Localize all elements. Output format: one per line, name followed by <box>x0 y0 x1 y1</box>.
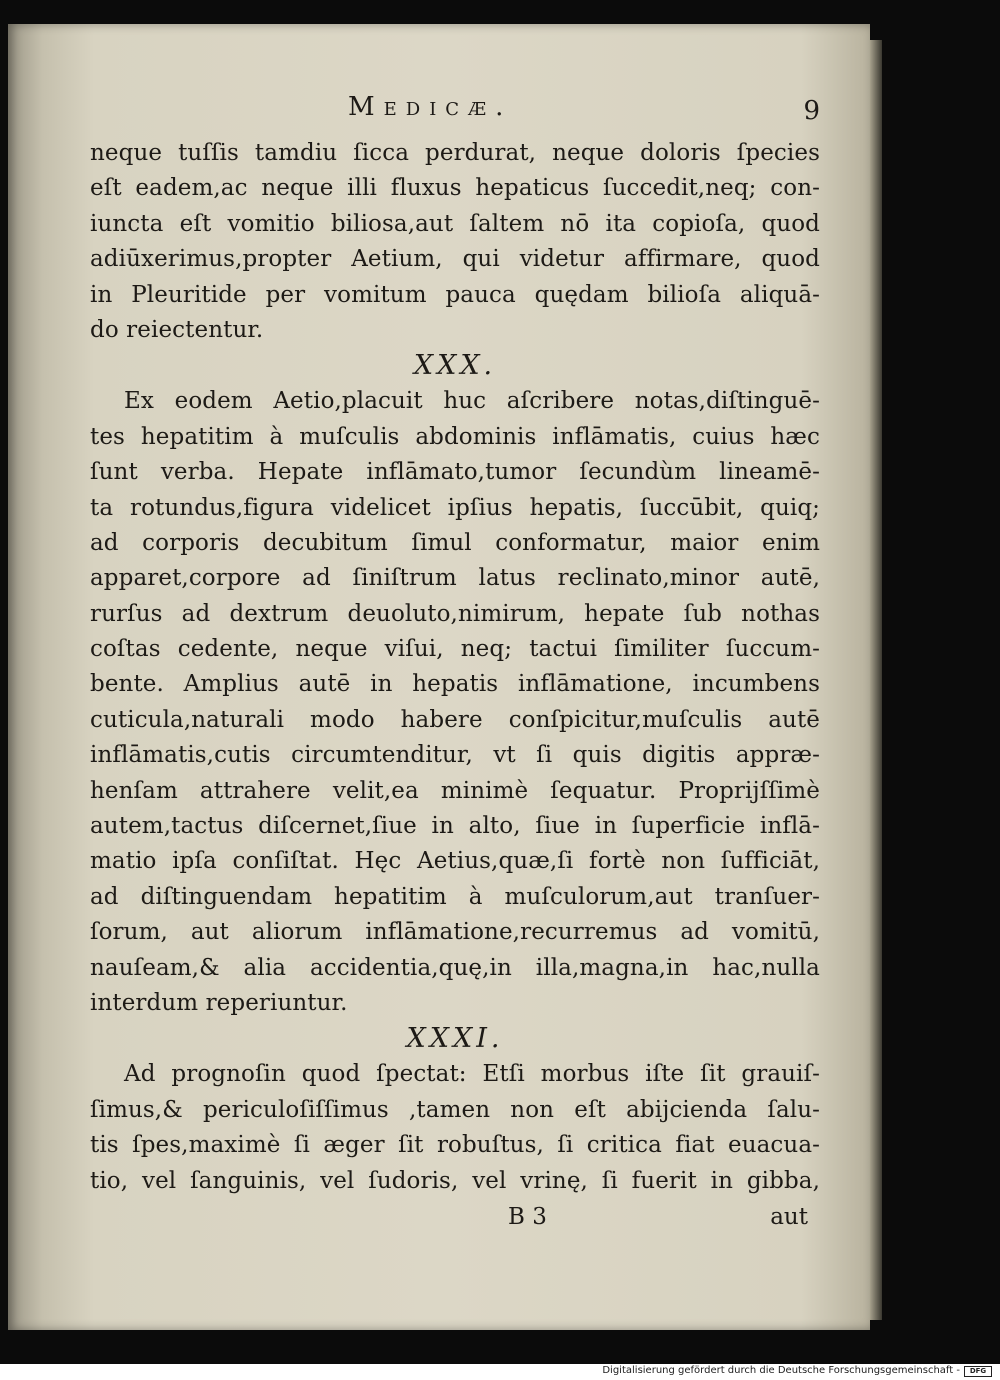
text-line: autem,tactus diſcernet,ſiue in alto, ſiue in ſuperficie inflā- <box>90 813 820 840</box>
text-line: tes hepatitim à muſculis abdominis inflāmatis, cuius hæc <box>90 423 820 450</box>
text-line: interdum reperiuntur. <box>90 989 348 1016</box>
text-line: ta rotundus,figura videlicet ipſius hepatis, ſuccūbit, quiq; <box>90 494 820 521</box>
text-line: henſam attrahere velit,ea minimè ſequatur. Proprijſſimè <box>90 777 820 804</box>
text-line: do reiectentur. <box>90 316 264 343</box>
text-line: in Pleuritide per vomitum pauca quędam bilioſa aliquā- <box>90 281 820 308</box>
running-title: Medicæ. <box>348 92 513 122</box>
text-line: Ex eodem Aetio,placuit huc aſcribere notas,diſtinguē- <box>124 388 820 415</box>
text-line: Ad prognoſin quod ſpectat: Etſi morbus iſte ſit grauiſ- <box>124 1061 820 1088</box>
section-heading-xxxi: XXXI. <box>406 1023 504 1055</box>
text-line: tio, vel ſanguinis, vel ſudoris, vel vrinę, ſi fuerit in gibba, <box>90 1167 820 1194</box>
text-line: bente. Amplius autē in hepatis inflāmatione, incumbens <box>90 671 820 698</box>
text-line: tis ſpes,maximè ſi æger ſit robuſtus, ſi critica fiat euacua- <box>90 1132 820 1159</box>
text-line: coſtas cedente, neque viſui, neq; tactui ſimiliter ſuccum- <box>90 636 820 663</box>
text-line: matio ipſa conſiſtat. Hęc Aetius,quæ,ſi fortè non ſufficiāt, <box>90 848 820 875</box>
text-line: ſunt verba. Hepate inflāmato,tumor ſecundùm lineamē- <box>90 459 820 486</box>
dfg-logo: DFG <box>964 1366 992 1377</box>
page-edge-shadow <box>870 40 882 1320</box>
text-line: apparet,corpore ad ſiniſtrum latus reclinato,minor autē, <box>90 565 820 592</box>
text-line: adiūxerimus,propter Aetium, qui videtur affirmare, quod <box>90 246 820 273</box>
page-header <box>90 92 820 132</box>
signature-line <box>90 1199 820 1235</box>
digitization-footer <box>0 1364 1000 1380</box>
funding-credit: Digitalisierung gefördert durch die Deutsche Forschungsgemeinschaft - <box>602 1365 960 1376</box>
text-line: iuncta eſt vomitio biliosa,aut ſaltem nō ita copioſa, quod <box>90 210 820 237</box>
text-line: ſimus,& periculoſiſſimus ,tamen non eſt abijcienda ſalu- <box>90 1096 820 1123</box>
text-line: neque tuſſis tamdiu ſicca perdurat, neque doloris ſpecies <box>90 140 820 166</box>
text-line: rurſus ad dextrum deuoluto,nimirum, hepate ſub nothas <box>90 600 820 627</box>
text-line: cuticula,naturali modo habere conſpicitur,muſculis autē <box>90 706 820 733</box>
text-line: ad corporis decubitum ſimul conformatur, maior enim <box>90 529 820 556</box>
text-line: eſt eadem,ac neque illi fluxus hepaticus ſuccedit,neq; con- <box>90 175 820 202</box>
page-number: 9 <box>803 96 820 126</box>
text-line: ad diſtinguendam hepatitim à muſculorum,aut tranſuer- <box>90 883 820 910</box>
body-text <box>90 136 820 1235</box>
text-line: nauſeam,& alia accidentia,quę,in illa,magna,in hac,nulla <box>90 954 820 981</box>
section-heading-xxx: XXX. <box>413 350 497 382</box>
text-line: inflāmatis,cutis circumtenditur, vt ſi quis digitis appræ- <box>90 742 820 769</box>
signature-mark: B 3 <box>508 1203 547 1230</box>
text-line: ſorum, aut aliorum inflāmatione,recurremus ad vomitū, <box>90 919 820 946</box>
catchword: aut <box>770 1203 808 1230</box>
